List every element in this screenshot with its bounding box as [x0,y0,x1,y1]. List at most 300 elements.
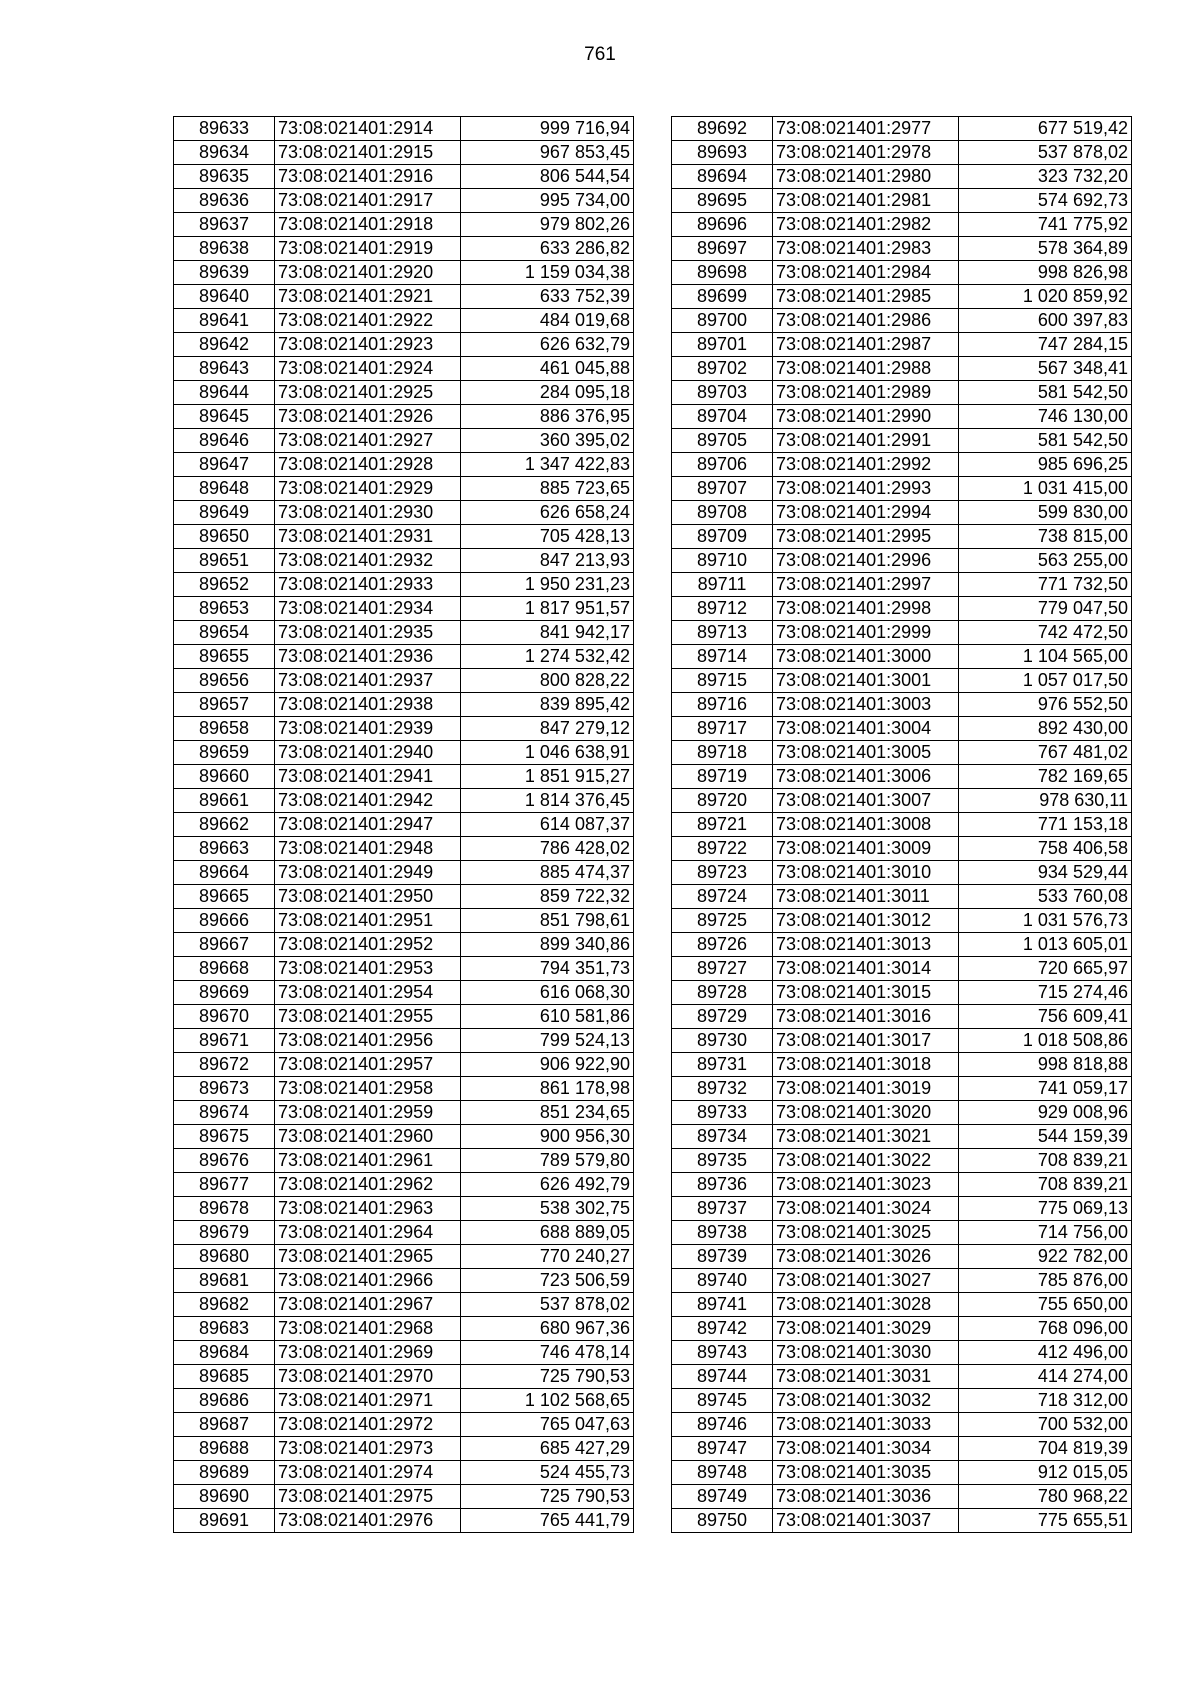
row-number-cell: 89714 [672,645,773,669]
row-number-cell: 89653 [174,597,275,621]
cadastral-number-cell: 73:08:021401:2984 [773,261,959,285]
value-cell: 524 455,73 [461,1461,634,1485]
value-cell: 538 302,75 [461,1197,634,1221]
table-row [174,405,634,429]
row-number-cell: 89687 [174,1413,275,1437]
cadastral-number-cell: 73:08:021401:3037 [773,1509,959,1533]
value-cell: 677 519,42 [959,117,1132,141]
table-row [174,1341,634,1365]
cadastral-number-cell: 73:08:021401:2965 [275,1245,461,1269]
value-cell: 756 609,41 [959,1005,1132,1029]
row-number-cell: 89697 [672,237,773,261]
table-row [672,1485,1132,1509]
cadastral-number-cell: 73:08:021401:2954 [275,981,461,1005]
row-number-cell: 89661 [174,789,275,813]
value-cell: 741 059,17 [959,1077,1132,1101]
row-number-cell: 89737 [672,1197,773,1221]
table-row [174,141,634,165]
row-number-cell: 89738 [672,1221,773,1245]
table-row [672,357,1132,381]
table-row [174,693,634,717]
value-cell: 1 159 034,38 [461,261,634,285]
value-cell: 747 284,15 [959,333,1132,357]
value-cell: 614 087,37 [461,813,634,837]
table-row [672,1197,1132,1221]
value-cell: 544 159,39 [959,1125,1132,1149]
value-cell: 847 279,12 [461,717,634,741]
cadastral-number-cell: 73:08:021401:3001 [773,669,959,693]
table-row [672,885,1132,909]
value-cell: 1 347 422,83 [461,453,634,477]
cadastral-number-cell: 73:08:021401:2925 [275,381,461,405]
value-cell: 626 632,79 [461,333,634,357]
table-row [672,573,1132,597]
cadastral-number-cell: 73:08:021401:2968 [275,1317,461,1341]
value-cell: 800 828,22 [461,669,634,693]
row-number-cell: 89669 [174,981,275,1005]
value-cell: 899 340,86 [461,933,634,957]
cadastral-number-cell: 73:08:021401:2923 [275,333,461,357]
cadastral-number-cell: 73:08:021401:2976 [275,1509,461,1533]
table-row [672,741,1132,765]
row-number-cell: 89645 [174,405,275,429]
cadastral-number-cell: 73:08:021401:2940 [275,741,461,765]
value-cell: 284 095,18 [461,381,634,405]
table-row [672,189,1132,213]
row-number-cell: 89705 [672,429,773,453]
table-row [672,1509,1132,1533]
row-number-cell: 89651 [174,549,275,573]
value-cell: 723 506,59 [461,1269,634,1293]
row-number-cell: 89736 [672,1173,773,1197]
table-row [174,333,634,357]
cadastral-number-cell: 73:08:021401:2995 [773,525,959,549]
table-row [672,1317,1132,1341]
cadastral-number-cell: 73:08:021401:2987 [773,333,959,357]
cadastral-number-cell: 73:08:021401:2934 [275,597,461,621]
cadastral-number-cell: 73:08:021401:2985 [773,285,959,309]
row-number-cell: 89701 [672,333,773,357]
table-row [672,765,1132,789]
cadastral-number-cell: 73:08:021401:3034 [773,1437,959,1461]
value-cell: 700 532,00 [959,1413,1132,1437]
value-cell: 537 878,02 [959,141,1132,165]
row-number-cell: 89735 [672,1149,773,1173]
table-row [174,957,634,981]
cadastral-number-cell: 73:08:021401:2992 [773,453,959,477]
table-row [174,285,634,309]
row-number-cell: 89717 [672,717,773,741]
row-number-cell: 89708 [672,501,773,525]
table-row [672,597,1132,621]
cadastral-number-cell: 73:08:021401:3010 [773,861,959,885]
table-row [672,1125,1132,1149]
value-cell: 578 364,89 [959,237,1132,261]
table-row [174,1149,634,1173]
cadastral-number-cell: 73:08:021401:3019 [773,1077,959,1101]
table-row [672,837,1132,861]
value-cell: 861 178,98 [461,1077,634,1101]
value-cell: 725 790,53 [461,1485,634,1509]
row-number-cell: 89695 [672,189,773,213]
value-cell: 360 395,02 [461,429,634,453]
table-row [672,1341,1132,1365]
value-cell: 789 579,80 [461,1149,634,1173]
right-register-table [671,116,1132,1533]
row-number-cell: 89684 [174,1341,275,1365]
value-cell: 599 830,00 [959,501,1132,525]
cadastral-number-cell: 73:08:021401:2986 [773,309,959,333]
cadastral-number-cell: 73:08:021401:2942 [275,789,461,813]
row-number-cell: 89750 [672,1509,773,1533]
row-number-cell: 89715 [672,669,773,693]
table-row [672,309,1132,333]
table-row [672,1413,1132,1437]
cadastral-number-cell: 73:08:021401:3030 [773,1341,959,1365]
table-row [672,1269,1132,1293]
cadastral-number-cell: 73:08:021401:2959 [275,1101,461,1125]
table-row [672,813,1132,837]
row-number-cell: 89689 [174,1461,275,1485]
table-row [174,789,634,813]
table-row [672,1005,1132,1029]
value-cell: 633 752,39 [461,285,634,309]
table-row [174,1221,634,1245]
value-cell: 794 351,73 [461,957,634,981]
cadastral-number-cell: 73:08:021401:3033 [773,1413,959,1437]
value-cell: 780 968,22 [959,1485,1132,1509]
value-cell: 765 441,79 [461,1509,634,1533]
cadastral-number-cell: 73:08:021401:3003 [773,693,959,717]
cadastral-number-cell: 73:08:021401:2915 [275,141,461,165]
cadastral-number-cell: 73:08:021401:3023 [773,1173,959,1197]
row-number-cell: 89671 [174,1029,275,1053]
value-cell: 886 376,95 [461,405,634,429]
table-row [174,861,634,885]
row-number-cell: 89716 [672,693,773,717]
row-number-cell: 89680 [174,1245,275,1269]
row-number-cell: 89729 [672,1005,773,1029]
row-number-cell: 89732 [672,1077,773,1101]
value-cell: 906 922,90 [461,1053,634,1077]
table-row [174,717,634,741]
table-row [672,1293,1132,1317]
value-cell: 934 529,44 [959,861,1132,885]
value-cell: 976 552,50 [959,693,1132,717]
table-row [174,597,634,621]
table-row [174,909,634,933]
value-cell: 742 472,50 [959,621,1132,645]
cadastral-number-cell: 73:08:021401:2950 [275,885,461,909]
row-number-cell: 89745 [672,1389,773,1413]
cadastral-number-cell: 73:08:021401:2922 [275,309,461,333]
value-cell: 610 581,86 [461,1005,634,1029]
row-number-cell: 89721 [672,813,773,837]
table-row [672,645,1132,669]
table-row [174,1485,634,1509]
cadastral-number-cell: 73:08:021401:3007 [773,789,959,813]
value-cell: 775 069,13 [959,1197,1132,1221]
value-cell: 688 889,05 [461,1221,634,1245]
cadastral-number-cell: 73:08:021401:3031 [773,1365,959,1389]
table-row [174,1005,634,1029]
table-row [672,957,1132,981]
table-row [672,621,1132,645]
cadastral-number-cell: 73:08:021401:2937 [275,669,461,693]
table-row [174,1389,634,1413]
cadastral-number-cell: 73:08:021401:3006 [773,765,959,789]
table-row [672,405,1132,429]
cadastral-number-cell: 73:08:021401:2947 [275,813,461,837]
row-number-cell: 89670 [174,1005,275,1029]
value-cell: 1 817 951,57 [461,597,634,621]
row-number-cell: 89662 [174,813,275,837]
table-row [672,861,1132,885]
cadastral-number-cell: 73:08:021401:3026 [773,1245,959,1269]
table-row [174,1413,634,1437]
table-row [174,1293,634,1317]
table-row [174,813,634,837]
cadastral-number-cell: 73:08:021401:2993 [773,477,959,501]
value-cell: 741 775,92 [959,213,1132,237]
table-row [672,1029,1132,1053]
table-row [672,213,1132,237]
cadastral-number-cell: 73:08:021401:2964 [275,1221,461,1245]
left-register-table [173,116,634,1533]
cadastral-number-cell: 73:08:021401:2955 [275,1005,461,1029]
row-number-cell: 89690 [174,1485,275,1509]
value-cell: 1 057 017,50 [959,669,1132,693]
cadastral-number-cell: 73:08:021401:2919 [275,237,461,261]
row-number-cell: 89707 [672,477,773,501]
table-row [672,1365,1132,1389]
table-row [174,453,634,477]
cadastral-number-cell: 73:08:021401:2958 [275,1077,461,1101]
table-row [174,501,634,525]
row-number-cell: 89703 [672,381,773,405]
value-cell: 533 760,08 [959,885,1132,909]
cadastral-number-cell: 73:08:021401:2957 [275,1053,461,1077]
row-number-cell: 89702 [672,357,773,381]
row-number-cell: 89706 [672,453,773,477]
value-cell: 782 169,65 [959,765,1132,789]
value-cell: 718 312,00 [959,1389,1132,1413]
value-cell: 1 102 568,65 [461,1389,634,1413]
cadastral-number-cell: 73:08:021401:2924 [275,357,461,381]
value-cell: 806 544,54 [461,165,634,189]
row-number-cell: 89746 [672,1413,773,1437]
row-number-cell: 89725 [672,909,773,933]
table-row [672,789,1132,813]
cadastral-number-cell: 73:08:021401:2975 [275,1485,461,1509]
table-row [174,381,634,405]
table-row [672,549,1132,573]
cadastral-number-cell: 73:08:021401:2967 [275,1293,461,1317]
row-number-cell: 89683 [174,1317,275,1341]
row-number-cell: 89693 [672,141,773,165]
table-row [672,165,1132,189]
row-number-cell: 89635 [174,165,275,189]
row-number-cell: 89667 [174,933,275,957]
row-number-cell: 89711 [672,573,773,597]
cadastral-number-cell: 73:08:021401:2948 [275,837,461,861]
cadastral-number-cell: 73:08:021401:3020 [773,1101,959,1125]
row-number-cell: 89647 [174,453,275,477]
cadastral-number-cell: 73:08:021401:2969 [275,1341,461,1365]
cadastral-number-cell: 73:08:021401:2935 [275,621,461,645]
table-row [174,213,634,237]
table-row [174,357,634,381]
value-cell: 738 815,00 [959,525,1132,549]
value-cell: 859 722,32 [461,885,634,909]
row-number-cell: 89718 [672,741,773,765]
value-cell: 851 234,65 [461,1101,634,1125]
table-row [672,117,1132,141]
table-row [174,1077,634,1101]
value-cell: 892 430,00 [959,717,1132,741]
value-cell: 841 942,17 [461,621,634,645]
value-cell: 1 274 532,42 [461,645,634,669]
cadastral-number-cell: 73:08:021401:3036 [773,1485,959,1509]
cadastral-number-cell: 73:08:021401:3014 [773,957,959,981]
row-number-cell: 89673 [174,1077,275,1101]
row-number-cell: 89682 [174,1293,275,1317]
value-cell: 768 096,00 [959,1317,1132,1341]
row-number-cell: 89709 [672,525,773,549]
cadastral-number-cell: 73:08:021401:2999 [773,621,959,645]
value-cell: 412 496,00 [959,1341,1132,1365]
row-number-cell: 89648 [174,477,275,501]
table-row [174,837,634,861]
table-row [174,1053,634,1077]
table-row [174,525,634,549]
cadastral-number-cell: 73:08:021401:3000 [773,645,959,669]
row-number-cell: 89654 [174,621,275,645]
table-row [672,1461,1132,1485]
cadastral-number-cell: 73:08:021401:2962 [275,1173,461,1197]
cadastral-number-cell: 73:08:021401:2972 [275,1413,461,1437]
cadastral-number-cell: 73:08:021401:3025 [773,1221,959,1245]
row-number-cell: 89720 [672,789,773,813]
table-row [174,1437,634,1461]
table-row [174,477,634,501]
value-cell: 786 428,02 [461,837,634,861]
cadastral-number-cell: 73:08:021401:2977 [773,117,959,141]
value-cell: 979 802,26 [461,213,634,237]
cadastral-number-cell: 73:08:021401:2956 [275,1029,461,1053]
table-row [672,381,1132,405]
table-row [174,885,634,909]
row-number-cell: 89650 [174,525,275,549]
table-row [672,333,1132,357]
value-cell: 1 031 576,73 [959,909,1132,933]
value-cell: 680 967,36 [461,1317,634,1341]
cadastral-number-cell: 73:08:021401:3009 [773,837,959,861]
value-cell: 720 665,97 [959,957,1132,981]
value-cell: 563 255,00 [959,549,1132,573]
value-cell: 746 478,14 [461,1341,634,1365]
table-row [672,237,1132,261]
value-cell: 995 734,00 [461,189,634,213]
row-number-cell: 89642 [174,333,275,357]
table-row [672,1437,1132,1461]
row-number-cell: 89637 [174,213,275,237]
cadastral-number-cell: 73:08:021401:2980 [773,165,959,189]
row-number-cell: 89742 [672,1317,773,1341]
row-number-cell: 89722 [672,837,773,861]
cadastral-number-cell: 73:08:021401:2974 [275,1461,461,1485]
cadastral-number-cell: 73:08:021401:2971 [275,1389,461,1413]
value-cell: 1 020 859,92 [959,285,1132,309]
row-number-cell: 89639 [174,261,275,285]
cadastral-number-cell: 73:08:021401:2966 [275,1269,461,1293]
row-number-cell: 89668 [174,957,275,981]
cadastral-number-cell: 73:08:021401:3013 [773,933,959,957]
table-row [174,1125,634,1149]
row-number-cell: 89646 [174,429,275,453]
cadastral-number-cell: 73:08:021401:2920 [275,261,461,285]
table-row [174,981,634,1005]
table-row [672,429,1132,453]
value-cell: 851 798,61 [461,909,634,933]
value-cell: 581 542,50 [959,381,1132,405]
table-row [174,1197,634,1221]
value-cell: 461 045,88 [461,357,634,381]
cadastral-number-cell: 73:08:021401:2927 [275,429,461,453]
table-row [174,117,634,141]
cadastral-number-cell: 73:08:021401:2939 [275,717,461,741]
value-cell: 725 790,53 [461,1365,634,1389]
row-number-cell: 89749 [672,1485,773,1509]
row-number-cell: 89704 [672,405,773,429]
value-cell: 1 031 415,00 [959,477,1132,501]
table-row [174,645,634,669]
row-number-cell: 89719 [672,765,773,789]
table-row [174,429,634,453]
value-cell: 847 213,93 [461,549,634,573]
row-number-cell: 89655 [174,645,275,669]
row-number-cell: 89734 [672,1125,773,1149]
row-number-cell: 89659 [174,741,275,765]
cadastral-number-cell: 73:08:021401:3032 [773,1389,959,1413]
table-row [672,1053,1132,1077]
cadastral-number-cell: 73:08:021401:2953 [275,957,461,981]
value-cell: 685 427,29 [461,1437,634,1461]
cadastral-number-cell: 73:08:021401:3024 [773,1197,959,1221]
table-row [672,1077,1132,1101]
table-row [672,261,1132,285]
cadastral-number-cell: 73:08:021401:2918 [275,213,461,237]
cadastral-number-cell: 73:08:021401:3008 [773,813,959,837]
row-number-cell: 89747 [672,1437,773,1461]
row-number-cell: 89672 [174,1053,275,1077]
row-number-cell: 89727 [672,957,773,981]
table-row [672,453,1132,477]
value-cell: 885 474,37 [461,861,634,885]
cadastral-number-cell: 73:08:021401:2928 [275,453,461,477]
cadastral-number-cell: 73:08:021401:2978 [773,141,959,165]
row-number-cell: 89710 [672,549,773,573]
cadastral-number-cell: 73:08:021401:2916 [275,165,461,189]
value-cell: 985 696,25 [959,453,1132,477]
cadastral-number-cell: 73:08:021401:2997 [773,573,959,597]
cadastral-number-cell: 73:08:021401:2961 [275,1149,461,1173]
value-cell: 626 492,79 [461,1173,634,1197]
table-row [174,765,634,789]
value-cell: 1 013 605,01 [959,933,1132,957]
table-row [174,1269,634,1293]
row-number-cell: 89686 [174,1389,275,1413]
